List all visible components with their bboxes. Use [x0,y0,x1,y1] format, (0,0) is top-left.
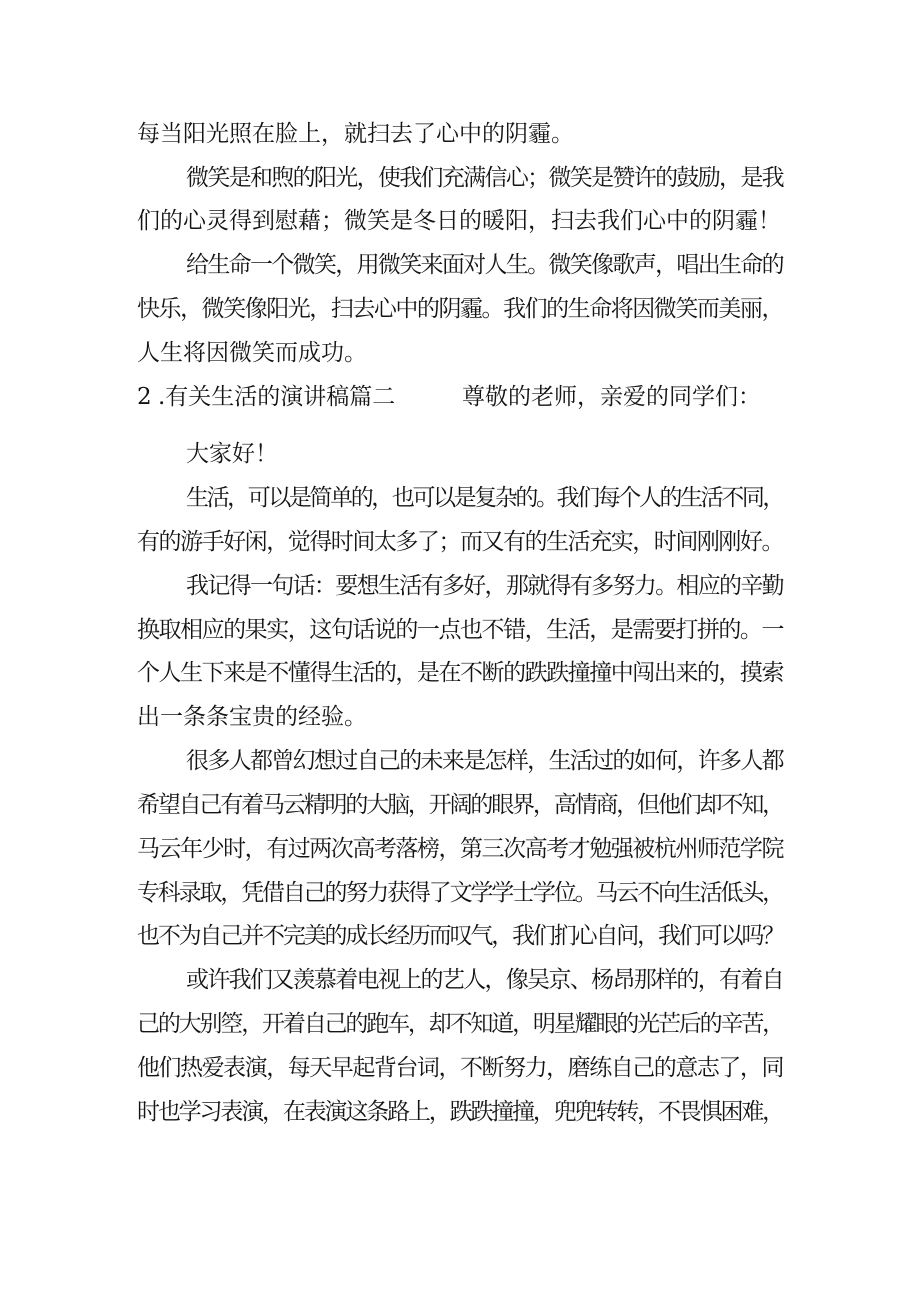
text-line: 或许我们又羡慕着电视上的艺人，像吴京、杨昂那样的，有着自 [186,967,784,993]
paragraph-line [0,829,920,869]
paragraph-line [0,434,920,474]
text-line: 出一条条宝贵的经验。 [137,704,367,730]
paragraph-line [0,289,920,329]
text-line: 希望自己有着马云精明的大脑，开阔的眼界，高情商，但他们却不知， [137,792,784,818]
text-line: 专科录取，凭借自己的努力获得了文学学士学位。马云不向生活低头， [137,880,784,906]
paragraph-line [0,201,920,241]
paragraph-line [0,653,920,693]
heading-number: 2 [137,384,152,410]
text-line: 生活，可以是简单的，也可以是复杂的。我们每个人的生活不同， [186,485,784,511]
text-line: 每当阳光照在脸上，就扫去了心中的阴霾。 [137,121,574,147]
text-line: 很多人都曾幻想过自己的未来是怎样，生活过的如何，许多人都 [186,748,784,774]
text-line: 他们热爱表演，每天早起背台词，不断努力，磨练自己的意志了，同 [137,1055,784,1081]
text-line: 大家好！ [186,441,278,467]
text-line: 快乐，微笑像阳光，扫去心中的阴霾。我们的生命将因微笑而美丽， [137,296,784,322]
paragraph-line [0,114,920,154]
paragraph-line [0,245,920,285]
paragraph-line [0,916,920,956]
paragraph-line [0,960,920,1000]
text-line: 微笑是和煦的阳光，使我们充满信心；微笑是赞许的鼓励，是我 [186,165,784,191]
section-heading [0,377,920,417]
text-line: 己的大别箜，开着自己的跑车，却不知道，明星耀眼的光芒后的辛苦， [137,1011,784,1037]
paragraph-line [0,566,920,606]
salutation: 尊敬的老师，亲爱的同学们： [462,384,761,410]
text-line: 也不为自己并不完美的成长经历而叹气，我们扪心自问，我们可以吗？ [137,923,784,949]
text-line: 有的游手好闲，觉得时间太多了；而又有的生活充实，时间刚刚好。 [137,529,784,555]
text-line: 时也学习表演，在表演这条路上，跌跌撞撞，兜兜转转，不畏惧困难， [137,1099,784,1125]
text-line: 给生命一个微笑，用微笑来面对人生。微笑像歌声，唱出生命的 [186,252,784,278]
paragraph-line [0,785,920,825]
paragraph-line [0,522,920,562]
paragraph-line [0,333,920,373]
paragraph-line [0,1092,920,1132]
text-line: 们的心灵得到慰藉；微笑是冬日的暖阳，扫去我们心中的阴霾！ [137,208,781,234]
paragraph-line [0,1004,920,1044]
heading-title: .有关生活的演讲稿篇二 [158,384,396,410]
paragraph-line [0,697,920,737]
paragraph-line [0,741,920,781]
paragraph-line [0,478,920,518]
paragraph-line [0,873,920,913]
paragraph-line [0,610,920,650]
text-line: 人生将因微笑而成功。 [137,340,367,366]
text-line: 个人生下来是不懂得生活的，是在不断的跌跌撞撞中闯出来的，摸索 [137,660,784,686]
text-line: 换取相应的果实，这句话说的一点也不错，生活，是需要打拼的。一 [137,617,784,643]
paragraph-line [0,158,920,198]
text-line: 马云年少时，有过两次高考落榜，第三次高考才勉强被杭州师范学院 [137,836,784,862]
text-line: 我记得一句话：要想生活有多好，那就得有多努力。相应的辛勤 [186,573,784,599]
paragraph-line [0,1048,920,1088]
